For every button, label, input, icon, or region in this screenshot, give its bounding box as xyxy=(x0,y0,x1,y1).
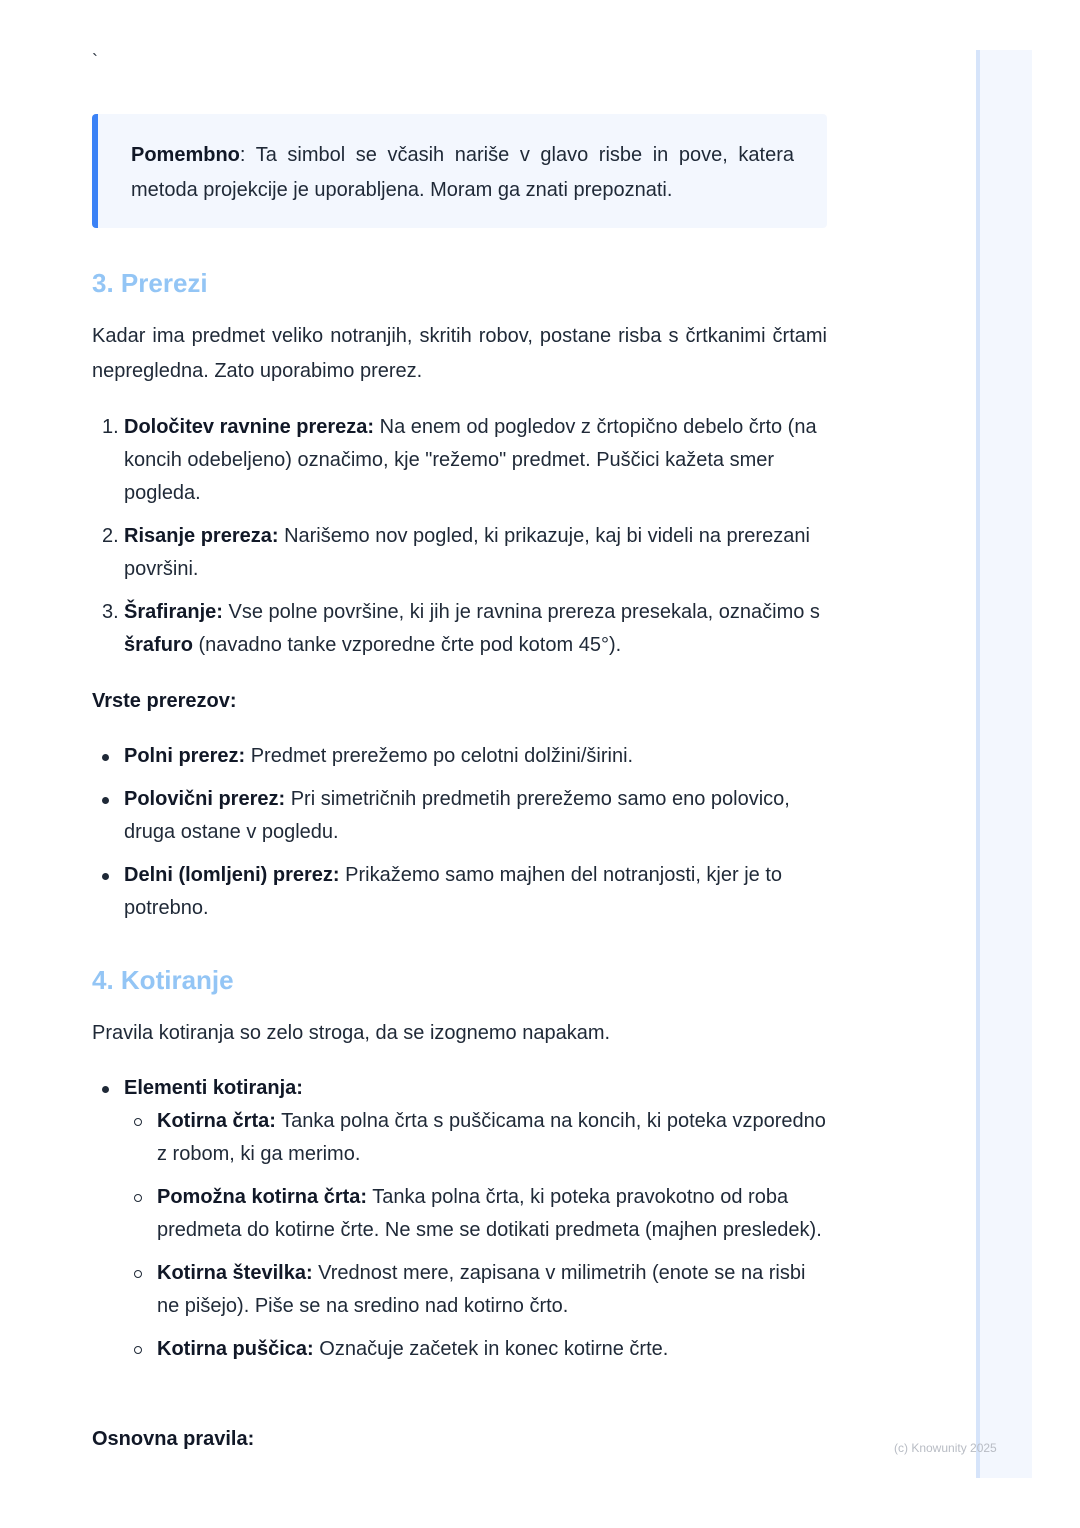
callout-text: : Ta simbol se včasih nariše v glavo risbe in pove, katera metoda projekcije je uporabljena. Moram ga znati prepoznati. xyxy=(131,144,794,201)
sub-list-item: Kotirna puščica: Označuje začetek in konec kotirne črte. xyxy=(124,1333,827,1366)
list-item: Elementi kotiranja: Kotirna črta: Tanka polna črta s puščicama na koncih, ki poteka vzporedno z robom, ki ga merimo. Pomožna kotirna črta: Tanka polna črta, ki poteka pravokotno od roba predmeta do kotirne črte. Ne sme se dotikati predmeta (majhen presledek). Kotirna številka: Vrednost mere, zapisana v milimetrih (enote se na risbi ne pišejo). Piše se na sredino nad kotirno črto. Kotirna puščica: Označuje začetek in konec kotirne črte. xyxy=(92,1072,827,1366)
stray-character: ` xyxy=(92,51,98,71)
callout-bold: Pomembno xyxy=(131,144,240,166)
list-item: 1. Določitev ravnine prereza: Na enem od pogledov z črtopično debelo črto (na koncih odebeljeno) označimo, kje "režemo" predmet. Puščici kažeta smer pogleda. xyxy=(102,416,817,504)
list-item: Polovični prerez: Pri simetričnih predmetih prerežemo samo eno polovico, druga ostane v pogledu. xyxy=(92,783,827,849)
sub-list-item: Kotirna številka: Vrednost mere, zapisana v milimetrih (enote se na risbi ne pišejo). Piše se na sredino nad kotirno črto. xyxy=(124,1257,827,1323)
types-label: Vrste prerezov: xyxy=(92,690,237,712)
ring-bullet-icon xyxy=(134,1270,142,1278)
section-steps-list xyxy=(92,411,827,672)
section-elements-list xyxy=(92,1072,827,1376)
section-heading-prerezi: 3. Prerezi xyxy=(92,268,208,298)
list-item: Polni prerez: Predmet prerežemo po celotni dolžini/širini. xyxy=(92,740,827,773)
rules-label: Osnovna pravila: xyxy=(92,1428,255,1450)
copyright-watermark: (c) Knowunity 2025 xyxy=(894,1441,997,1455)
important-callout xyxy=(92,114,827,228)
ring-bullet-icon xyxy=(134,1346,142,1354)
bullet-icon xyxy=(102,1086,109,1093)
bullet-icon xyxy=(102,873,109,880)
list-item: Delni (lomljeni) prerez: Prikažemo samo majhen del notranjosti, kjer je to potrebno. xyxy=(92,859,827,925)
ring-bullet-icon xyxy=(134,1194,142,1202)
bullet-icon xyxy=(102,754,109,761)
list-item: 3. Šrafiranje: Vse polne površine, ki jih je ravnina prereza presekala, označimo s šrafuro (navadno tanke vzporedne črte pod kotom 45°). xyxy=(102,601,820,656)
section4-intro: Pravila kotiranja so zelo stroga, da se izognemo napakam. xyxy=(92,1022,611,1044)
section-types-list xyxy=(92,740,827,935)
section3-intro: Kadar ima predmet veliko notranjih, skritih robov, postane risba s črtkanimi črtami nepregledna. Zato uporabimo prerez. xyxy=(92,325,827,382)
sub-list xyxy=(124,1105,827,1366)
sub-list-item: Pomožna kotirna črta: Tanka polna črta, ki poteka pravokotno od roba predmeta do kotirne črte. Ne sme se dotikati predmeta (majhen presledek). xyxy=(124,1181,827,1247)
side-margin-strip xyxy=(976,50,1032,1478)
ring-bullet-icon xyxy=(134,1118,142,1126)
sub-list-item: Kotirna črta: Tanka polna črta s puščicama na koncih, ki poteka vzporedno z robom, ki ga merimo. xyxy=(124,1105,827,1171)
list-item: 2. Risanje prereza: Narišemo nov pogled, ki prikazuje, kaj bi videli na prerezani površini. xyxy=(102,525,810,580)
section-heading-kotiranje: 4. Kotiranje xyxy=(92,965,234,995)
bullet-icon xyxy=(102,797,109,804)
